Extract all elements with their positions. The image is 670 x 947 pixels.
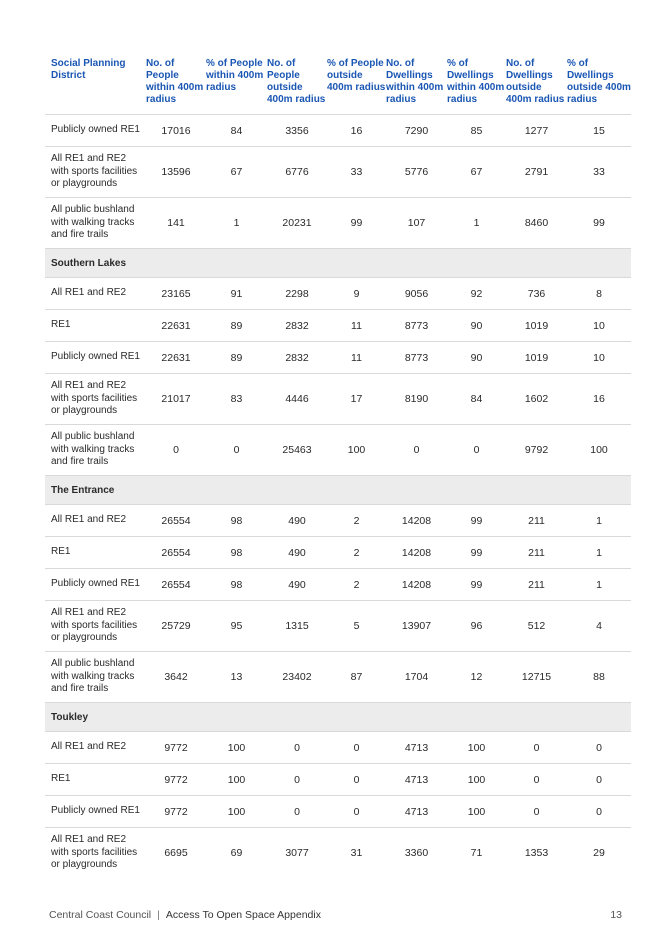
table-cell: 107 — [386, 198, 447, 249]
table-cell: 17 — [327, 374, 386, 425]
table-cell: 21017 — [146, 374, 206, 425]
table-cell: 90 — [447, 342, 506, 374]
table-cell: 490 — [267, 569, 327, 601]
table-cell: 100 — [447, 732, 506, 764]
section-row — [45, 249, 631, 278]
table-cell: 100 — [567, 425, 631, 476]
table-cell: 3360 — [386, 828, 447, 879]
table-cell: 12715 — [506, 652, 567, 703]
table-cell: 0 — [567, 732, 631, 764]
table-cell: 8773 — [386, 342, 447, 374]
header-dwellings-outside-pct: % of Dwellings outside 400m radius — [567, 58, 631, 105]
table-cell: 2 — [327, 537, 386, 569]
header-people-outside-pct: % of People outside 400m radius — [327, 58, 386, 93]
table-row — [45, 764, 631, 796]
table-cell: 5776 — [386, 147, 447, 198]
table-cell: 211 — [506, 505, 567, 537]
table-cell: 99 — [447, 569, 506, 601]
table-cell: 11 — [327, 342, 386, 374]
table-row — [45, 425, 631, 476]
table-cell: 98 — [206, 569, 267, 601]
row-label: Publicly owned RE1 — [45, 569, 146, 601]
row-label: Publicly owned RE1 — [45, 796, 146, 828]
table-cell: 31 — [327, 828, 386, 879]
table-cell: 6695 — [146, 828, 206, 879]
table-cell: 2832 — [267, 342, 327, 374]
table-cell: 99 — [447, 537, 506, 569]
section-row — [45, 703, 631, 732]
table-cell: 0 — [206, 425, 267, 476]
footer-organisation: Central Coast Council — [49, 909, 152, 921]
table-cell: 23165 — [146, 278, 206, 310]
row-label: All RE1 and RE2 — [45, 732, 146, 764]
table-body — [45, 115, 631, 879]
table-cell: 1019 — [506, 342, 567, 374]
table-cell: 3356 — [267, 115, 327, 147]
table-cell: 1 — [206, 198, 267, 249]
row-label: All RE1 and RE2 — [45, 505, 146, 537]
table-cell: 1 — [567, 569, 631, 601]
table-cell: 13596 — [146, 147, 206, 198]
table-cell: 33 — [327, 147, 386, 198]
table-cell: 83 — [206, 374, 267, 425]
table-cell: 0 — [267, 732, 327, 764]
table-cell: 0 — [146, 425, 206, 476]
row-label: RE1 — [45, 537, 146, 569]
table-cell: 0 — [327, 732, 386, 764]
table-cell: 736 — [506, 278, 567, 310]
table-cell: 84 — [447, 374, 506, 425]
table-cell: 16 — [327, 115, 386, 147]
table-cell: 8 — [567, 278, 631, 310]
header-people-outside-count: No. of People outside 400m radius — [267, 58, 326, 105]
row-label: All RE1 and RE2 with sports facilities or playgrounds — [45, 601, 146, 652]
table-cell: 100 — [327, 425, 386, 476]
table-cell: 85 — [447, 115, 506, 147]
footer-separator: | — [157, 909, 160, 921]
table-cell: 0 — [506, 764, 567, 796]
table-row — [45, 278, 631, 310]
table-cell: 67 — [447, 147, 506, 198]
table-cell: 1602 — [506, 374, 567, 425]
table-cell: 7290 — [386, 115, 447, 147]
table-cell: 0 — [327, 764, 386, 796]
table-cell: 9772 — [146, 796, 206, 828]
table-cell: 1 — [567, 505, 631, 537]
table-cell: 2 — [327, 505, 386, 537]
table-row — [45, 505, 631, 537]
table-cell: 71 — [447, 828, 506, 879]
table-cell: 0 — [267, 796, 327, 828]
table-cell: 0 — [506, 796, 567, 828]
table-cell: 1704 — [386, 652, 447, 703]
table-cell: 4713 — [386, 796, 447, 828]
table-cell: 15 — [567, 115, 631, 147]
section-title: Toukley — [45, 703, 631, 732]
open-space-table-container — [45, 52, 631, 878]
row-label: All RE1 and RE2 with sports facilities or playgrounds — [45, 828, 146, 879]
table-cell: 96 — [447, 601, 506, 652]
table-cell: 8460 — [506, 198, 567, 249]
table-cell: 4713 — [386, 732, 447, 764]
row-label: All RE1 and RE2 — [45, 278, 146, 310]
table-cell: 9772 — [146, 764, 206, 796]
table-cell: 10 — [567, 310, 631, 342]
table-header-row — [45, 52, 631, 115]
table-row — [45, 796, 631, 828]
table-cell: 88 — [567, 652, 631, 703]
row-label: All RE1 and RE2 with sports facilities or playgrounds — [45, 374, 146, 425]
table-cell: 29 — [567, 828, 631, 879]
table-cell: 22631 — [146, 310, 206, 342]
table-row — [45, 732, 631, 764]
table-cell: 1 — [567, 537, 631, 569]
table-cell: 69 — [206, 828, 267, 879]
table-cell: 17016 — [146, 115, 206, 147]
table-cell: 2298 — [267, 278, 327, 310]
table-cell: 14208 — [386, 505, 447, 537]
table-cell: 4446 — [267, 374, 327, 425]
row-label: Publicly owned RE1 — [45, 115, 146, 147]
table-cell: 98 — [206, 537, 267, 569]
table-cell: 100 — [206, 796, 267, 828]
table-cell: 13907 — [386, 601, 447, 652]
table-row — [45, 537, 631, 569]
table-cell: 95 — [206, 601, 267, 652]
table-cell: 6776 — [267, 147, 327, 198]
table-cell: 98 — [206, 505, 267, 537]
table-row — [45, 342, 631, 374]
table-cell: 99 — [327, 198, 386, 249]
table-row — [45, 147, 631, 198]
section-title: The Entrance — [45, 476, 631, 505]
table-cell: 20231 — [267, 198, 327, 249]
table-cell: 13 — [206, 652, 267, 703]
table-cell: 0 — [386, 425, 447, 476]
header-district: Social Planning District — [51, 58, 126, 81]
table-cell: 67 — [206, 147, 267, 198]
table-cell: 100 — [206, 764, 267, 796]
table-cell: 9 — [327, 278, 386, 310]
table-cell: 141 — [146, 198, 206, 249]
table-cell: 0 — [267, 764, 327, 796]
table-cell: 25729 — [146, 601, 206, 652]
table-cell: 26554 — [146, 569, 206, 601]
table-cell: 92 — [447, 278, 506, 310]
table-cell: 490 — [267, 505, 327, 537]
table-cell: 1019 — [506, 310, 567, 342]
table-cell: 33 — [567, 147, 631, 198]
table-row — [45, 198, 631, 249]
table-row — [45, 374, 631, 425]
row-label: All public bushland with walking tracks and fire trails — [45, 198, 146, 249]
table-cell: 0 — [447, 425, 506, 476]
table-cell: 14208 — [386, 537, 447, 569]
table-cell: 0 — [567, 796, 631, 828]
table-cell: 0 — [327, 796, 386, 828]
table-cell: 90 — [447, 310, 506, 342]
table-cell: 89 — [206, 342, 267, 374]
table-cell: 2832 — [267, 310, 327, 342]
table-cell: 14208 — [386, 569, 447, 601]
row-label: All public bushland with walking tracks and fire trails — [45, 425, 146, 476]
table-cell: 4713 — [386, 764, 447, 796]
table-cell: 2 — [327, 569, 386, 601]
table-cell: 16 — [567, 374, 631, 425]
table-row — [45, 652, 631, 703]
header-dwellings-within-count: No. of Dwellings within 400m radius — [386, 58, 444, 105]
table-cell: 211 — [506, 569, 567, 601]
row-label: All public bushland with walking tracks and fire trails — [45, 652, 146, 703]
header-people-within-pct: % of People within 400m radius — [206, 58, 264, 93]
table-row — [45, 115, 631, 147]
table-cell: 3077 — [267, 828, 327, 879]
row-label: RE1 — [45, 310, 146, 342]
table-cell: 2791 — [506, 147, 567, 198]
table-cell: 0 — [567, 764, 631, 796]
table-cell: 512 — [506, 601, 567, 652]
header-people-within-count: No. of People within 400m radius — [146, 58, 204, 105]
row-label: All RE1 and RE2 with sports facilities or playgrounds — [45, 147, 146, 198]
table-cell: 9056 — [386, 278, 447, 310]
table-cell: 4 — [567, 601, 631, 652]
table-cell: 99 — [447, 505, 506, 537]
table-cell: 10 — [567, 342, 631, 374]
table-cell: 8190 — [386, 374, 447, 425]
table-cell: 0 — [506, 732, 567, 764]
open-space-access-table — [45, 52, 631, 878]
table-cell: 12 — [447, 652, 506, 703]
table-cell: 1353 — [506, 828, 567, 879]
footer-document-title: Access To Open Space Appendix — [165, 909, 321, 921]
table-cell: 99 — [567, 198, 631, 249]
table-cell: 8773 — [386, 310, 447, 342]
table-cell: 3642 — [146, 652, 206, 703]
table-cell: 22631 — [146, 342, 206, 374]
table-cell: 100 — [447, 764, 506, 796]
table-row — [45, 310, 631, 342]
section-row — [45, 476, 631, 505]
table-row — [45, 828, 631, 879]
table-cell: 100 — [206, 732, 267, 764]
row-label: RE1 — [45, 764, 146, 796]
page-footer — [49, 909, 321, 921]
table-cell: 5 — [327, 601, 386, 652]
table-cell: 211 — [506, 537, 567, 569]
table-cell: 25463 — [267, 425, 327, 476]
table-row — [45, 569, 631, 601]
section-title: Southern Lakes — [45, 249, 631, 278]
table-cell: 26554 — [146, 505, 206, 537]
page-number: 13 — [610, 909, 622, 921]
table-cell: 26554 — [146, 537, 206, 569]
table-cell: 84 — [206, 115, 267, 147]
table-cell: 11 — [327, 310, 386, 342]
table-cell: 87 — [327, 652, 386, 703]
table-row — [45, 601, 631, 652]
table-cell: 100 — [447, 796, 506, 828]
table-cell: 490 — [267, 537, 327, 569]
table-cell: 1277 — [506, 115, 567, 147]
table-cell: 1 — [447, 198, 506, 249]
table-cell: 89 — [206, 310, 267, 342]
header-dwellings-within-pct: % of Dwellings within 400m radius — [447, 58, 505, 105]
table-cell: 9792 — [506, 425, 567, 476]
table-cell: 23402 — [267, 652, 327, 703]
header-dwellings-outside-count: No. of Dwellings outside 400m radius — [506, 58, 565, 105]
row-label: Publicly owned RE1 — [45, 342, 146, 374]
table-cell: 91 — [206, 278, 267, 310]
table-cell: 1315 — [267, 601, 327, 652]
table-cell: 9772 — [146, 732, 206, 764]
